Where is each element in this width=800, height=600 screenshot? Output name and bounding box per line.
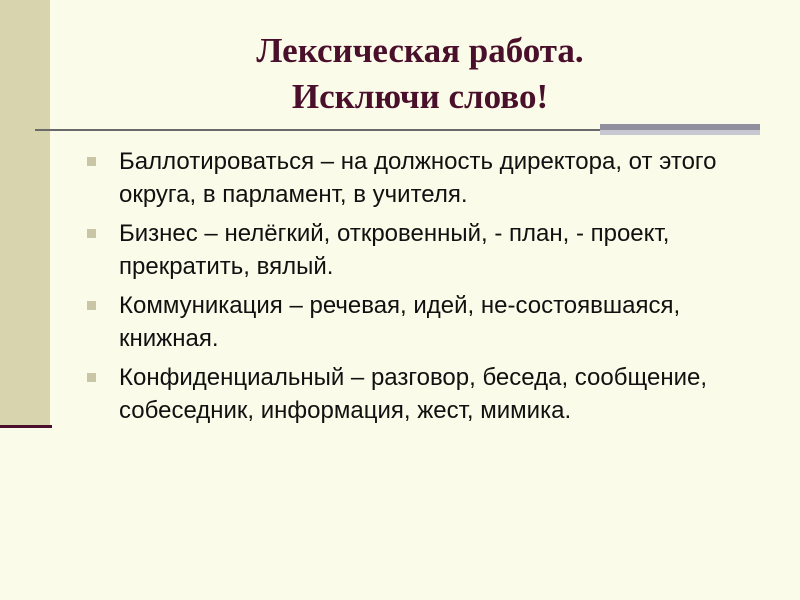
list-item-text: Баллотироваться – на должность директора, от этого округа, в парламент, в учителя.: [119, 148, 717, 208]
bullet-list: [85, 145, 755, 433]
list-item-text: Коммуникация – речевая, идей, не-состоявшаяся, книжная.: [119, 292, 681, 352]
list-item: [85, 217, 755, 283]
square-bullet-icon: [87, 373, 96, 382]
left-decorative-band: [0, 0, 50, 425]
square-bullet-icon: [87, 301, 96, 310]
square-bullet-icon: [87, 157, 96, 166]
list-item: [85, 289, 755, 355]
title-line-1: Лексическая работа.: [256, 31, 584, 70]
square-bullet-icon: [87, 229, 96, 238]
slide-title: [60, 28, 780, 120]
left-band-underline: [0, 425, 52, 428]
list-item: [85, 145, 755, 211]
list-item-text: Конфиденциальный – разговор, беседа, сообщение, собеседник, информация, жест, мимика.: [119, 364, 707, 424]
divider-accent-bar-shadow: [600, 130, 760, 135]
list-item-text: Бизнес – нелёгкий, откровенный, - план, - проект, прекратить, вялый.: [119, 220, 670, 280]
list-item: [85, 361, 755, 427]
title-line-2: Исключи слово!: [291, 77, 549, 116]
